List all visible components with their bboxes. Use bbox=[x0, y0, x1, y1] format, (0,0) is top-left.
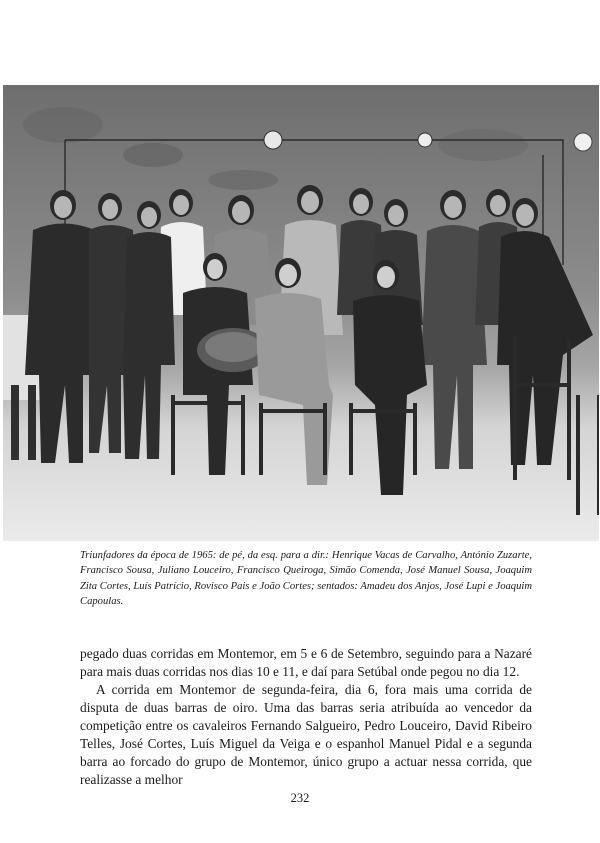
page-number: 232 bbox=[290, 791, 310, 805]
photo-caption: Triunfadores da época de 1965: de pé, da esq. para a dir.: Henrique Vacas de Carvalho, António Zuzarte, Francisco Sousa, Juliano Louceiro, Francisco Queiroga, Simão Comenda, José Manuel Sousa, Joaquim Zita Cortes, Luís Patrício, Rovisco Pais e João Cortes; sentados: Amadeu dos Anjos, José Lupi e Joaquim Capoulas. bbox=[80, 550, 532, 608]
paragraph: A corrida em Montemor de segunda-feira, dia 6, fora mais uma corrida de disputa de duas barras de oiro. Uma das barras seria atribuída ao vencedor da competição entre os cavaleiros Fernando Salgueiro, Pedro Louceiro, David Ribeiro Telles, José Cortes, Luís Miguel da Veiga e o espanhol Manuel Pidal e a segunda barra ao forcado do grupo de Montemor, único grupo a actuar nessa corrida, que realizasse a melhor bbox=[80, 682, 532, 787]
group-photograph bbox=[3, 85, 599, 541]
paragraph-continuation: pegado duas corridas em Montemor, em 5 e 6 de Setembro, seguindo para a Nazaré para mais duas corridas nos dias 10 e 11, e daí para Setúbal onde pegou no dia 12. bbox=[80, 646, 532, 679]
body-text bbox=[80, 645, 532, 789]
photo-illustration bbox=[3, 85, 599, 541]
